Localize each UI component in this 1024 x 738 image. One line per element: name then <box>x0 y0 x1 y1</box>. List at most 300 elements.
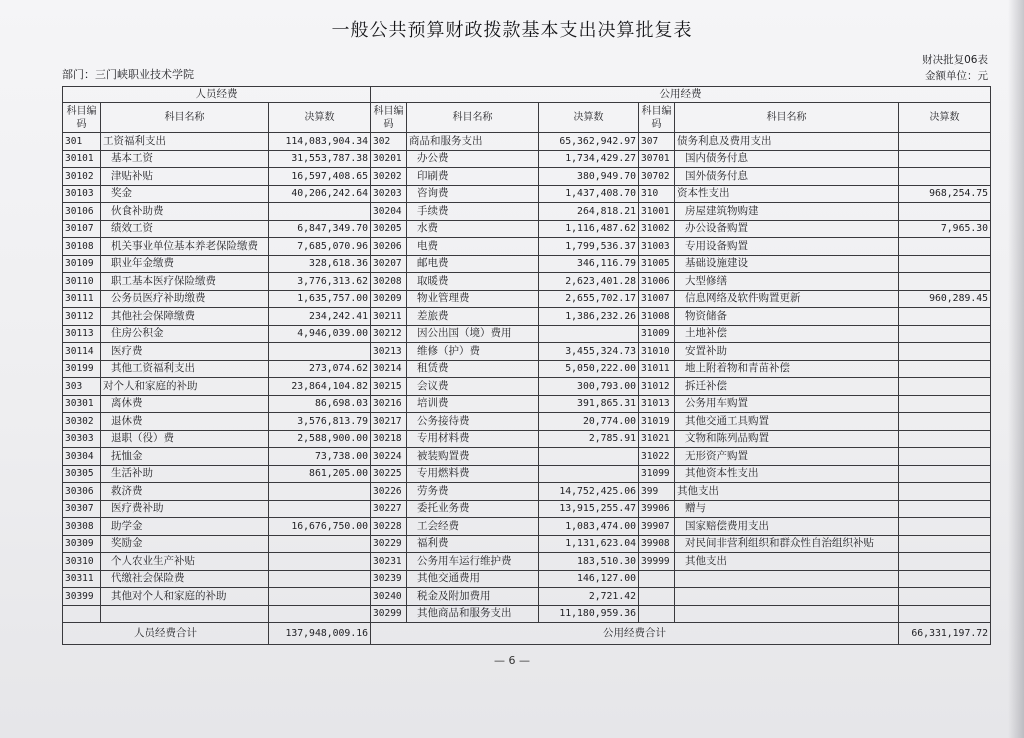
public-capital-name-cell: 文物和陈列品购置 <box>675 430 899 448</box>
personnel-amount-cell: 1,635,757.00 <box>269 290 371 308</box>
personnel-amount-cell: 23,864,104.82 <box>269 378 371 396</box>
personnel-name-cell: 医疗费 <box>101 343 269 361</box>
public-capital-amount-cell <box>899 308 991 326</box>
public-goods-code-cell: 30202 <box>371 168 407 186</box>
column-header-code: 科目编码 <box>63 103 101 133</box>
personnel-total-label: 人员经费合计 <box>63 623 269 645</box>
personnel-amount-cell: 16,597,408.65 <box>269 168 371 186</box>
table-row <box>63 395 991 413</box>
public-capital-amount-cell <box>899 518 991 536</box>
public-capital-name-cell: 赠与 <box>675 500 899 518</box>
personnel-code-cell: 30399 <box>63 588 101 606</box>
public-capital-code-cell <box>639 570 675 588</box>
personnel-name-cell: 职工基本医疗保险缴费 <box>101 273 269 291</box>
public-goods-code-cell: 30239 <box>371 570 407 588</box>
public-capital-amount-cell <box>899 570 991 588</box>
table-row <box>63 518 991 536</box>
public-goods-amount-cell <box>539 325 639 343</box>
table-row <box>63 378 991 396</box>
public-capital-amount-cell <box>899 203 991 221</box>
public-capital-code-cell: 31006 <box>639 273 675 291</box>
public-goods-amount-cell: 65,362,942.97 <box>539 133 639 151</box>
public-goods-code-cell: 30204 <box>371 203 407 221</box>
public-goods-code-cell: 30229 <box>371 535 407 553</box>
public-goods-code-cell: 30215 <box>371 378 407 396</box>
personnel-code-cell: 30306 <box>63 483 101 501</box>
public-goods-name-cell: 培训费 <box>407 395 539 413</box>
public-goods-amount-cell: 1,083,474.00 <box>539 518 639 536</box>
public-capital-code-cell: 31022 <box>639 448 675 466</box>
personnel-code-cell: 30111 <box>63 290 101 308</box>
public-capital-amount-cell <box>899 395 991 413</box>
table-row <box>63 570 991 588</box>
public-goods-code-cell: 30201 <box>371 150 407 168</box>
public-capital-amount-cell <box>899 238 991 256</box>
public-goods-amount-cell: 183,510.30 <box>539 553 639 571</box>
public-capital-code-cell: 399 <box>639 483 675 501</box>
public-goods-code-cell: 30207 <box>371 255 407 273</box>
personnel-name-cell: 对个人和家庭的补助 <box>101 378 269 396</box>
personnel-code-cell: 30108 <box>63 238 101 256</box>
public-total-amount: 66,331,197.72 <box>899 623 991 645</box>
public-goods-name-cell: 物业管理费 <box>407 290 539 308</box>
personnel-code-cell: 30311 <box>63 570 101 588</box>
public-goods-code-cell: 30224 <box>371 448 407 466</box>
public-goods-amount-cell: 146,127.00 <box>539 570 639 588</box>
personnel-name-cell: 助学金 <box>101 518 269 536</box>
table-row <box>63 255 991 273</box>
table-row <box>63 150 991 168</box>
table-row <box>63 413 991 431</box>
personnel-total-amount: 137,948,009.16 <box>269 623 371 645</box>
personnel-name-cell: 基本工资 <box>101 150 269 168</box>
public-goods-code-cell: 30206 <box>371 238 407 256</box>
public-capital-code-cell: 31019 <box>639 413 675 431</box>
personnel-name-cell: 职业年金缴费 <box>101 255 269 273</box>
public-capital-amount-cell: 968,254.75 <box>899 185 991 203</box>
personnel-amount-cell: 31,553,787.38 <box>269 150 371 168</box>
public-capital-code-cell: 39907 <box>639 518 675 536</box>
personnel-amount-cell: 16,676,750.00 <box>269 518 371 536</box>
public-goods-amount-cell: 2,785.91 <box>539 430 639 448</box>
column-header-amount: 决算数 <box>899 103 991 133</box>
department-label: 部门：三门峡职业技术学院 <box>62 68 194 81</box>
public-section-header: 公用经费 <box>371 87 991 103</box>
personnel-name-cell: 救济费 <box>101 483 269 501</box>
public-capital-name-cell: 其他交通工具购置 <box>675 413 899 431</box>
public-capital-name-cell: 安置补助 <box>675 343 899 361</box>
public-goods-amount-cell: 3,455,324.73 <box>539 343 639 361</box>
personnel-code-cell: 30307 <box>63 500 101 518</box>
public-goods-name-cell: 公务用车运行维护费 <box>407 553 539 571</box>
public-goods-amount-cell <box>539 465 639 483</box>
public-goods-amount-cell: 1,116,487.62 <box>539 220 639 238</box>
personnel-amount-cell: 861,205.00 <box>269 465 371 483</box>
public-capital-name-cell: 对民间非营利组织和群众性自治组织补贴 <box>675 535 899 553</box>
column-header-name: 科目名称 <box>407 103 539 133</box>
public-goods-amount-cell: 346,116.79 <box>539 255 639 273</box>
table-row <box>63 360 991 378</box>
public-goods-name-cell: 维修（护）费 <box>407 343 539 361</box>
personnel-name-cell: 离休费 <box>101 395 269 413</box>
personnel-name-cell: 奖金 <box>101 185 269 203</box>
public-goods-name-cell: 工会经费 <box>407 518 539 536</box>
public-capital-amount-cell <box>899 325 991 343</box>
personnel-amount-cell <box>269 535 371 553</box>
public-capital-code-cell: 31005 <box>639 255 675 273</box>
public-goods-amount-cell: 2,655,702.17 <box>539 290 639 308</box>
personnel-name-cell: 代缴社会保险费 <box>101 570 269 588</box>
column-header-name: 科目名称 <box>675 103 899 133</box>
public-capital-amount-cell: 960,289.45 <box>899 290 991 308</box>
public-goods-name-cell: 其他交通费用 <box>407 570 539 588</box>
public-goods-amount-cell: 20,774.00 <box>539 413 639 431</box>
personnel-amount-cell <box>269 605 371 623</box>
public-capital-code-cell: 31010 <box>639 343 675 361</box>
public-goods-code-cell: 30205 <box>371 220 407 238</box>
public-goods-amount-cell: 11,180,959.36 <box>539 605 639 623</box>
public-capital-name-cell: 基础设施建设 <box>675 255 899 273</box>
personnel-amount-cell <box>269 500 371 518</box>
public-capital-code-cell: 31011 <box>639 360 675 378</box>
public-capital-code-cell: 310 <box>639 185 675 203</box>
public-goods-name-cell: 专用燃料费 <box>407 465 539 483</box>
public-goods-name-cell: 委托业务费 <box>407 500 539 518</box>
personnel-code-cell: 30199 <box>63 360 101 378</box>
personnel-amount-cell: 2,588,900.00 <box>269 430 371 448</box>
public-capital-code-cell: 31099 <box>639 465 675 483</box>
personnel-code-cell: 30309 <box>63 535 101 553</box>
public-goods-code-cell: 30214 <box>371 360 407 378</box>
public-goods-code-cell: 30225 <box>371 465 407 483</box>
public-capital-amount-cell: 7,965.30 <box>899 220 991 238</box>
personnel-code-cell: 30302 <box>63 413 101 431</box>
personnel-name-cell: 公务员医疗补助缴费 <box>101 290 269 308</box>
public-capital-amount-cell <box>899 465 991 483</box>
personnel-code-cell: 30301 <box>63 395 101 413</box>
personnel-amount-cell: 4,946,039.00 <box>269 325 371 343</box>
public-goods-amount-cell <box>539 448 639 466</box>
public-goods-name-cell: 租赁费 <box>407 360 539 378</box>
public-capital-amount-cell <box>899 605 991 623</box>
table-row <box>63 588 991 606</box>
public-capital-amount-cell <box>899 413 991 431</box>
public-capital-code-cell: 307 <box>639 133 675 151</box>
public-capital-code-cell: 31013 <box>639 395 675 413</box>
public-goods-code-cell: 30240 <box>371 588 407 606</box>
personnel-code-cell: 30112 <box>63 308 101 326</box>
public-capital-amount-cell <box>899 535 991 553</box>
public-goods-name-cell: 差旅费 <box>407 308 539 326</box>
public-capital-amount-cell <box>899 378 991 396</box>
public-capital-name-cell: 专用设备购置 <box>675 238 899 256</box>
personnel-code-cell <box>63 605 101 623</box>
personnel-code-cell: 30114 <box>63 343 101 361</box>
public-capital-name-cell: 国外债务付息 <box>675 168 899 186</box>
public-capital-amount-cell <box>899 255 991 273</box>
public-goods-amount-cell: 1,386,232.26 <box>539 308 639 326</box>
personnel-name-cell: 伙食补助费 <box>101 203 269 221</box>
public-goods-name-cell: 水费 <box>407 220 539 238</box>
personnel-name-cell <box>101 605 269 623</box>
budget-table <box>62 86 991 645</box>
table-row <box>63 308 991 326</box>
public-goods-code-cell: 30216 <box>371 395 407 413</box>
table-row <box>63 553 991 571</box>
public-capital-name-cell: 国家赔偿费用支出 <box>675 518 899 536</box>
public-capital-name-cell: 其他资本性支出 <box>675 465 899 483</box>
public-capital-name-cell: 信息网络及软件购置更新 <box>675 290 899 308</box>
personnel-amount-cell: 6,847,349.70 <box>269 220 371 238</box>
personnel-amount-cell: 86,698.03 <box>269 395 371 413</box>
public-capital-code-cell: 30701 <box>639 150 675 168</box>
public-goods-name-cell: 其他商品和服务支出 <box>407 605 539 623</box>
personnel-amount-cell: 234,242.41 <box>269 308 371 326</box>
public-capital-code-cell: 31002 <box>639 220 675 238</box>
personnel-amount-cell <box>269 203 371 221</box>
public-capital-code-cell: 31012 <box>639 378 675 396</box>
public-goods-name-cell: 专用材料费 <box>407 430 539 448</box>
public-capital-name-cell: 土地补偿 <box>675 325 899 343</box>
public-capital-name-cell: 拆迁补偿 <box>675 378 899 396</box>
public-goods-amount-cell: 1,799,536.37 <box>539 238 639 256</box>
personnel-name-cell: 津贴补贴 <box>101 168 269 186</box>
public-capital-name-cell: 公务用车购置 <box>675 395 899 413</box>
personnel-name-cell: 机关事业单位基本养老保险缴费 <box>101 238 269 256</box>
personnel-amount-cell: 40,206,242.64 <box>269 185 371 203</box>
public-capital-amount-cell <box>899 500 991 518</box>
public-capital-code-cell: 31003 <box>639 238 675 256</box>
scan-edge-shadow <box>1008 0 1024 738</box>
table-row <box>63 465 991 483</box>
table-row <box>63 483 991 501</box>
public-goods-amount-cell: 264,818.21 <box>539 203 639 221</box>
personnel-name-cell: 绩效工资 <box>101 220 269 238</box>
table-row <box>63 185 991 203</box>
public-goods-name-cell: 因公出国（境）费用 <box>407 325 539 343</box>
public-capital-amount-cell <box>899 448 991 466</box>
personnel-name-cell: 其他对个人和家庭的补助 <box>101 588 269 606</box>
page-title: 一般公共预算财政拨款基本支出决算批复表 <box>331 20 693 41</box>
personnel-amount-cell <box>269 343 371 361</box>
personnel-amount-cell: 7,685,070.96 <box>269 238 371 256</box>
public-capital-code-cell: 39906 <box>639 500 675 518</box>
personnel-amount-cell <box>269 588 371 606</box>
table-row <box>63 448 991 466</box>
public-capital-code-cell: 31009 <box>639 325 675 343</box>
personnel-amount-cell: 114,083,904.34 <box>269 133 371 151</box>
public-goods-code-cell: 30211 <box>371 308 407 326</box>
column-header-amount: 决算数 <box>269 103 371 133</box>
personnel-amount-cell: 328,618.36 <box>269 255 371 273</box>
public-goods-name-cell: 劳务费 <box>407 483 539 501</box>
public-goods-amount-cell: 5,050,222.00 <box>539 360 639 378</box>
public-capital-name-cell <box>675 605 899 623</box>
public-capital-code-cell: 39908 <box>639 535 675 553</box>
personnel-name-cell: 医疗费补助 <box>101 500 269 518</box>
public-goods-code-cell: 30209 <box>371 290 407 308</box>
public-goods-amount-cell: 2,623,401.28 <box>539 273 639 291</box>
public-capital-amount-cell <box>899 430 991 448</box>
public-capital-code-cell: 31001 <box>639 203 675 221</box>
personnel-code-cell: 30305 <box>63 465 101 483</box>
public-goods-name-cell: 福利费 <box>407 535 539 553</box>
personnel-code-cell: 30106 <box>63 203 101 221</box>
table-row <box>63 273 991 291</box>
table-body <box>63 133 991 623</box>
personnel-name-cell: 其他工资福利支出 <box>101 360 269 378</box>
public-goods-code-cell: 30203 <box>371 185 407 203</box>
table-row <box>63 168 991 186</box>
public-goods-amount-cell: 380,949.70 <box>539 168 639 186</box>
amount-unit: 金额单位：元 <box>925 70 988 82</box>
public-capital-name-cell: 大型修缮 <box>675 273 899 291</box>
personnel-code-cell: 30103 <box>63 185 101 203</box>
personnel-code-cell: 301 <box>63 133 101 151</box>
public-capital-code-cell <box>639 588 675 606</box>
table-row <box>63 133 991 151</box>
public-goods-name-cell: 办公费 <box>407 150 539 168</box>
public-goods-code-cell: 30213 <box>371 343 407 361</box>
public-goods-amount-cell: 391,865.31 <box>539 395 639 413</box>
personnel-name-cell: 奖励金 <box>101 535 269 553</box>
page-number: — 6 — <box>494 654 530 667</box>
public-capital-name-cell: 物资储备 <box>675 308 899 326</box>
public-capital-name-cell: 其他支出 <box>675 553 899 571</box>
public-goods-name-cell: 公务接待费 <box>407 413 539 431</box>
public-capital-code-cell: 30702 <box>639 168 675 186</box>
public-goods-code-cell: 30299 <box>371 605 407 623</box>
public-capital-name-cell: 办公设备购置 <box>675 220 899 238</box>
public-goods-code-cell: 302 <box>371 133 407 151</box>
table-row <box>63 220 991 238</box>
public-goods-name-cell: 被装购置费 <box>407 448 539 466</box>
public-capital-amount-cell <box>899 360 991 378</box>
public-goods-name-cell: 电费 <box>407 238 539 256</box>
public-capital-amount-cell <box>899 483 991 501</box>
public-goods-name-cell: 邮电费 <box>407 255 539 273</box>
personnel-code-cell: 30107 <box>63 220 101 238</box>
public-goods-amount-cell: 1,131,623.04 <box>539 535 639 553</box>
public-capital-name-cell: 国内债务付息 <box>675 150 899 168</box>
public-goods-code-cell: 30217 <box>371 413 407 431</box>
public-goods-amount-cell: 2,721.42 <box>539 588 639 606</box>
personnel-code-cell: 30310 <box>63 553 101 571</box>
personnel-code-cell: 30308 <box>63 518 101 536</box>
public-capital-code-cell: 31007 <box>639 290 675 308</box>
public-capital-amount-cell <box>899 273 991 291</box>
personnel-name-cell: 生活补助 <box>101 465 269 483</box>
public-goods-name-cell: 商品和服务支出 <box>407 133 539 151</box>
table-row <box>63 430 991 448</box>
table-row <box>63 203 991 221</box>
table-row <box>63 500 991 518</box>
personnel-amount-cell: 3,576,813.79 <box>269 413 371 431</box>
public-capital-amount-cell <box>899 343 991 361</box>
public-goods-name-cell: 咨询费 <box>407 185 539 203</box>
column-header-code: 科目编码 <box>639 103 675 133</box>
form-number: 财决批复06表 <box>922 54 988 66</box>
public-capital-amount-cell <box>899 168 991 186</box>
personnel-code-cell: 30113 <box>63 325 101 343</box>
personnel-name-cell: 退职（役）费 <box>101 430 269 448</box>
personnel-code-cell: 30110 <box>63 273 101 291</box>
public-goods-code-cell: 30208 <box>371 273 407 291</box>
column-header-amount: 决算数 <box>539 103 639 133</box>
public-goods-amount-cell: 300,793.00 <box>539 378 639 396</box>
personnel-code-cell: 30303 <box>63 430 101 448</box>
personnel-amount-cell: 3,776,313.62 <box>269 273 371 291</box>
public-capital-name-cell: 其他支出 <box>675 483 899 501</box>
public-total-label: 公用经费合计 <box>371 623 899 645</box>
personnel-amount-cell: 273,074.62 <box>269 360 371 378</box>
public-capital-name-cell: 债务利息及费用支出 <box>675 133 899 151</box>
personnel-code-cell: 30109 <box>63 255 101 273</box>
public-capital-amount-cell <box>899 553 991 571</box>
personnel-name-cell: 退休费 <box>101 413 269 431</box>
personnel-name-cell: 个人农业生产补贴 <box>101 553 269 571</box>
public-goods-code-cell: 30226 <box>371 483 407 501</box>
public-goods-code-cell: 30228 <box>371 518 407 536</box>
personnel-name-cell: 工资福利支出 <box>101 133 269 151</box>
table-row <box>63 238 991 256</box>
public-capital-name-cell <box>675 588 899 606</box>
personnel-name-cell: 住房公积金 <box>101 325 269 343</box>
personnel-code-cell: 30101 <box>63 150 101 168</box>
personnel-amount-cell: 73,738.00 <box>269 448 371 466</box>
public-capital-code-cell: 31021 <box>639 430 675 448</box>
total-row <box>63 623 991 645</box>
public-capital-name-cell: 地上附着物和青苗补偿 <box>675 360 899 378</box>
personnel-code-cell: 30304 <box>63 448 101 466</box>
public-goods-name-cell: 税金及附加费用 <box>407 588 539 606</box>
public-goods-name-cell: 印刷费 <box>407 168 539 186</box>
column-header-row <box>63 103 991 133</box>
public-goods-amount-cell: 1,734,429.27 <box>539 150 639 168</box>
public-goods-name-cell: 手续费 <box>407 203 539 221</box>
public-capital-amount-cell <box>899 150 991 168</box>
personnel-code-cell: 303 <box>63 378 101 396</box>
public-capital-code-cell: 39999 <box>639 553 675 571</box>
personnel-code-cell: 30102 <box>63 168 101 186</box>
column-header-code: 科目编码 <box>371 103 407 133</box>
section-header-row <box>63 87 991 103</box>
public-capital-amount-cell <box>899 133 991 151</box>
personnel-amount-cell <box>269 570 371 588</box>
public-goods-code-cell: 30231 <box>371 553 407 571</box>
public-capital-name-cell: 无形资产购置 <box>675 448 899 466</box>
personnel-name-cell: 其他社会保障缴费 <box>101 308 269 326</box>
public-capital-code-cell: 31008 <box>639 308 675 326</box>
public-capital-code-cell <box>639 605 675 623</box>
personnel-amount-cell <box>269 483 371 501</box>
public-goods-amount-cell: 14,752,425.06 <box>539 483 639 501</box>
personnel-section-header: 人员经费 <box>63 87 371 103</box>
public-goods-amount-cell: 1,437,408.70 <box>539 185 639 203</box>
public-capital-name-cell <box>675 570 899 588</box>
public-goods-code-cell: 30212 <box>371 325 407 343</box>
personnel-amount-cell <box>269 553 371 571</box>
public-goods-name-cell: 取暖费 <box>407 273 539 291</box>
table-row <box>63 290 991 308</box>
column-header-name: 科目名称 <box>101 103 269 133</box>
public-goods-code-cell: 30227 <box>371 500 407 518</box>
public-goods-code-cell: 30218 <box>371 430 407 448</box>
public-goods-amount-cell: 13,915,255.47 <box>539 500 639 518</box>
table-row <box>63 605 991 623</box>
public-capital-amount-cell <box>899 588 991 606</box>
public-capital-name-cell: 房屋建筑物购建 <box>675 203 899 221</box>
